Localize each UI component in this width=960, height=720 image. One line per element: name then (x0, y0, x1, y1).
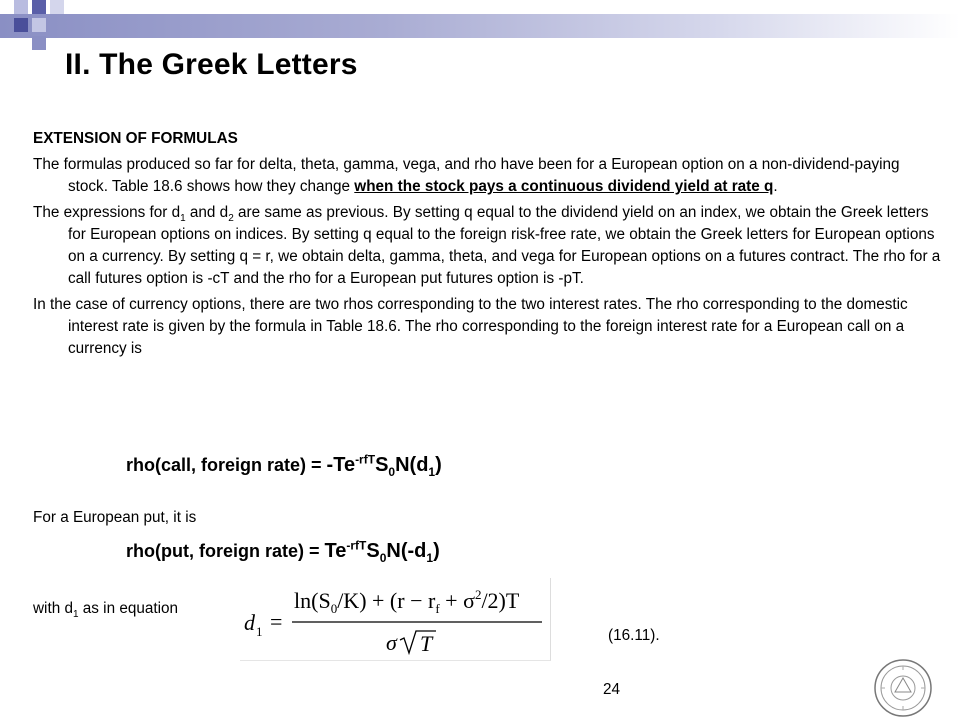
put-intro: For a European put, it is (33, 509, 197, 526)
equation-reference: (16.11). (608, 627, 660, 644)
d1-equation-image (240, 578, 551, 661)
formula-rho-call: rho(call, foreign rate) = $-Te^{-rfT}S_0N(d_1)$ (126, 452, 442, 479)
svg-text:ln(S0/K) + (r − rf + σ2/2)T: $\ln(S_0/K) + (r - r_f + \sigma^2/2)T$ (294, 587, 520, 616)
d1-equation (240, 578, 550, 660)
slide-body (33, 128, 943, 364)
svg-text:d: d (244, 610, 255, 635)
svg-text:σ: σ (386, 630, 397, 655)
slide-title: II. The Greek Letters (65, 48, 358, 81)
svg-text:=: = (270, 609, 283, 634)
page-number: 24 (603, 681, 621, 698)
paragraph-formulas: The formulas produced so far for delta, theta, gamma, vega, and rho have been for a European option on a non-dividend-paying stock. Table 18.6 shows how they change when the stock pays a continuous dividend yield at rate q. (33, 156, 900, 195)
dividend-yield-emphasis: when the stock pays a continuous dividend yield at rate q (354, 178, 774, 195)
paragraph-expressions: The expressions for $d_1$ and $d_2$ are same as previous. By setting q equal to the dividend yield on an index, we obtain the Greek letters for European options on indices. By setting q equal to the foreign risk-free rate, we obtain the Greek letters for European options on a currency. By setting q = r, we obtain delta, gamma, theta, and vega for European options on a futures contract. The rho for a call futures option is -cT and the rho for a European put futures option is -pT. (33, 204, 941, 287)
university-seal-icon (873, 658, 933, 718)
svg-text:1: 1 (256, 624, 263, 639)
svg-text:T: T (420, 631, 433, 656)
header-gradient-bar (0, 14, 960, 38)
with-d1-line: with $d_1$ as in equation (33, 600, 179, 621)
formula-rho-put: rho(put, foreign rate) = $Te^{-rfT}S_0N(-d_1)$ (126, 538, 440, 565)
section-heading: EXTENSION OF FORMULAS (33, 130, 238, 147)
paragraph-currency-options: In the case of currency options, there are two rhos corresponding to the two interest rates. The rho corresponding to the domestic interest rate is given by the formula in Table 18.6. The rho corresponding to the foreign interest rate for a European call on a currency is (33, 296, 908, 357)
